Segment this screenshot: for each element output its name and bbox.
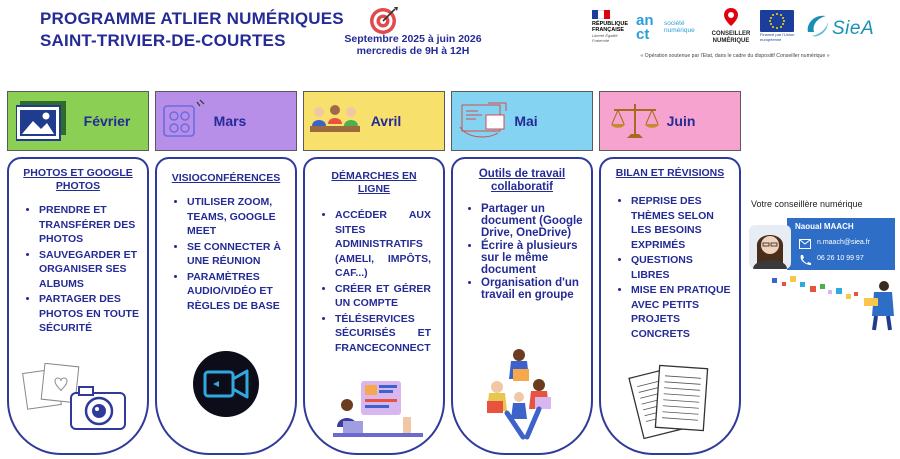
video-call-icon [162,98,206,142]
list-item: • UTILISER ZOOM, TEAMS, GOOGLE MEET [187,195,287,239]
list-item: • MISE EN PRATIQUE AVEC PETITS PROJETS CONCRETS [631,283,731,341]
video-camera-icon [191,349,261,419]
conseiller-numerique-logo: CONSEILLER NUMÉRIQUE [708,8,754,44]
teamwork-illustration [483,347,563,443]
card-list-juin [601,194,739,341]
list-item: • PARTAGER DES PHOTOS EN TOUTE SÉCURITÉ [39,292,139,336]
advisor-photo [749,225,791,269]
mail-icon [799,239,811,249]
card-heading-avril: DÉMARCHES EN LIGNE [331,170,417,195]
partner-logos [592,8,882,52]
list-item: • PRENDRE ET TRANSFÉRER DES PHOTOS [39,203,139,247]
month-header-avril [303,91,445,151]
republique-francaise-logo: RÉPUBLIQUE FRANÇAISE Liberté Égalité Fraternité [592,10,632,43]
card-heading-mars: VISIOCONFÉRENCES [171,172,281,184]
card-mai [451,157,593,455]
month-label-juin: Juin [666,113,696,129]
photo-icon [16,101,70,141]
card-mars [155,157,297,455]
people-desk-icon [310,104,360,140]
card-list-fevrier [9,203,147,336]
card-fevrier [7,157,149,455]
card-list-mars [157,195,295,313]
month-label-fevrier: Février [83,113,131,129]
balance-icon [610,102,660,142]
month-header-fevrier [7,91,149,151]
list-item: • CRÉER ET GÉRER UN COMPTE [335,282,431,311]
list-item: • SE CONNECTER À UNE RÉUNION [187,240,287,269]
target-icon [368,4,400,36]
card-heading-fevrier: PHOTOS ET GOOGLE PHOTOS [23,167,133,192]
card-heading-juin: BILAN ET RÉVISIONS [615,167,725,179]
advisor-email[interactable]: n.maach@siea.fr [817,239,871,246]
program-title-line2: SAINT-TRIVIER-DE-COURTES [40,31,286,50]
papers-illustration [623,357,723,447]
online-admin-illustration [333,377,423,441]
card-avril [303,157,445,455]
advisor-phone[interactable]: 06 26 10 99 97 [817,255,864,262]
month-label-mai: Mai [514,113,538,129]
program-title [40,8,344,52]
list-item: • Partager un document (Google Drive, OneDrive) [481,203,583,239]
anct-logo: an ct société numérique [636,12,695,43]
map-pin-icon [724,8,738,26]
card-list-mai [453,203,591,301]
advisor-card [749,218,895,270]
dates-schedule: mercredis de 9H à 12H [356,45,470,57]
list-item: • ACCÉDER AUX SITES ADMINISTRATIFS (AMELI, IMPÔTS, CAF...) [335,208,431,281]
list-item: • QUESTIONS LIBRES [631,253,731,282]
siea-logo: SieA [804,10,874,40]
month-header-mai [451,91,593,151]
list-item: • PARAMÈTRES AUDIO/VIDÉO ET RÈGLES DE BASE [187,270,287,314]
phone-icon [799,255,811,265]
list-item: • SAUVEGARDER ET ORGANISER SES ALBUMS [39,248,139,292]
list-item: • Organisation d'un travail en groupe [481,277,583,301]
eu-logo: Financé par l'Union européenne [760,10,800,42]
card-heading-mai: Outils de travail collaboratif [478,168,566,193]
month-label-avril: Avril [370,113,402,129]
dates [318,33,508,57]
program-title-line1: PROGRAMME ATLIER NUMÉRIQUES [40,9,344,28]
dates-period: Septembre 2025 à juin 2026 [344,33,482,45]
camera-and-photos-illustration [19,363,139,439]
card-list-avril [305,208,443,355]
card-juin [599,157,741,455]
logos-caption: « Opération soutenue par l'Etat, dans le cadre du dispositif Conseiller numérique » [640,53,830,59]
list-item: • TÉLÉSERVICES SÉCURISÉS ET FRANCECONNECT [335,312,431,356]
advisor-title: Votre conseillère numérique [751,199,863,209]
list-item: • REPRISE DES THÈMES SELON LES BESOINS EXPRIMÉS [631,194,731,252]
month-header-mars [155,91,297,151]
month-header-juin [599,91,741,151]
month-label-mars: Mars [213,113,247,129]
advisor-name: Naoual MAACH [795,222,854,231]
list-item: • Écrire à plusieurs sur le même document [481,240,583,276]
collaboration-icon [458,99,510,143]
digital-pixels-illustration [770,272,900,332]
